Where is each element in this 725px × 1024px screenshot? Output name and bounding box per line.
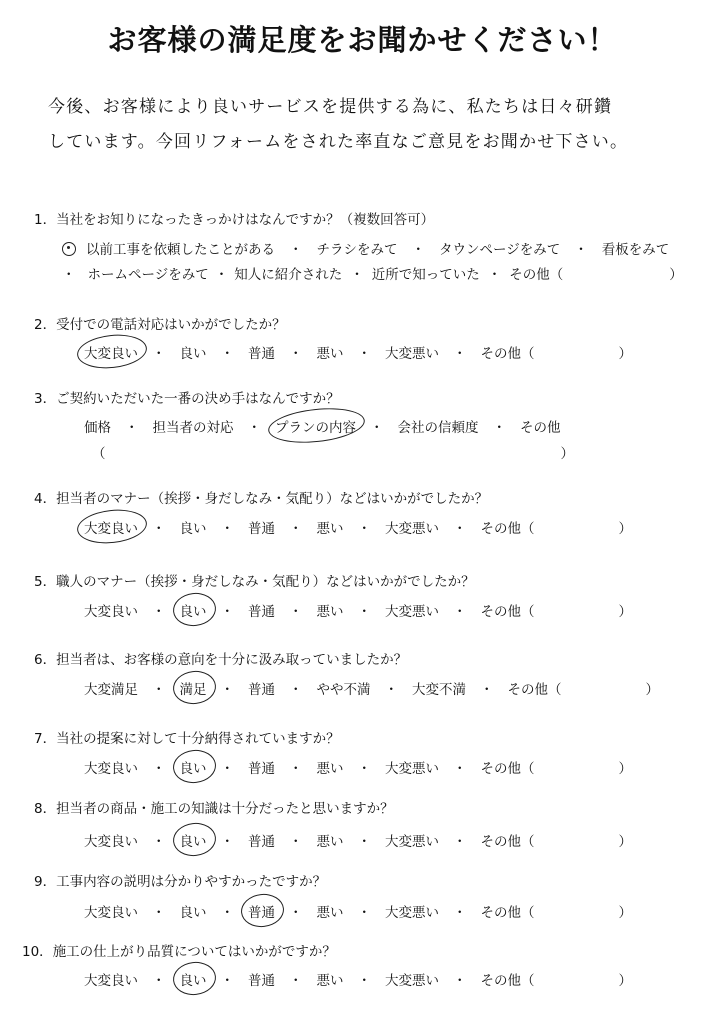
question-text: 担当者のマナー（挨拶・身だしなみ・気配り）などはいかがでしたか？	[56, 491, 489, 507]
question-3	[34, 387, 340, 407]
question-text: 担当者の商品・施工の知識は十分だったと思いますか？	[56, 801, 394, 817]
option-previous-work[interactable]: 以前工事を依頼したことがある	[86, 242, 275, 258]
option-other[interactable]: その他（	[480, 834, 535, 850]
option-very-bad[interactable]: 大変悪い	[385, 521, 439, 537]
option-very-satisfied[interactable]: 大変満足	[84, 682, 138, 698]
option-good[interactable]: 良い	[180, 757, 207, 777]
question-text: 担当者は、お客様の意向を十分に汲み取っていましたか？	[56, 652, 408, 668]
option-very-bad[interactable]: 大変悪い	[385, 905, 439, 921]
question-8	[34, 797, 394, 817]
question-7	[34, 727, 340, 747]
option-normal[interactable]: 普通	[248, 901, 275, 921]
option-normal[interactable]: 普通	[248, 682, 275, 698]
question-6	[34, 648, 407, 668]
option-very-bad[interactable]: 大変悪い	[385, 604, 439, 620]
question-number: 8．	[34, 801, 57, 817]
option-normal[interactable]: 普通	[248, 521, 275, 537]
option-very-good[interactable]: 大変良い	[84, 973, 138, 989]
question-text: ご契約いただいた一番の決め手はなんですか？	[56, 391, 340, 407]
option-very-dissatisfied[interactable]: 大変不満	[412, 682, 466, 698]
close-paren: ）	[669, 267, 683, 283]
question-3-options: 価格 ・ 担当者の対応 ・ プランの内容 ・ 会社の信頼度 ・ その他	[84, 416, 561, 436]
option-other[interactable]: その他（	[509, 267, 564, 283]
question-5-options: 大変良い ・ 良い ・ 普通 ・ 悪い ・ 大変悪い ・ その他（ ）	[84, 600, 632, 620]
option-very-good[interactable]: 大変良い	[84, 834, 138, 850]
question-8-options: 大変良い ・ 良い ・ 普通 ・ 悪い ・ 大変悪い ・ その他（ ）	[84, 830, 632, 850]
close-paren: ）	[618, 604, 632, 620]
question-4-options: 大変良い ・ 良い ・ 普通 ・ 悪い ・ 大変悪い ・ その他（ ）	[84, 517, 632, 537]
close-paren: ）	[618, 521, 632, 537]
option-very-bad[interactable]: 大変悪い	[385, 973, 439, 989]
question-1-options-row-1: 以前工事を依頼したことがある ・ チラシをみて ・ タウンページをみて ・ 看板をみて	[62, 238, 669, 258]
question-5	[34, 570, 475, 590]
option-satisfied[interactable]: 満足	[180, 678, 207, 698]
question-2-options: 大変良い ・ 良い ・ 普通 ・ 悪い ・ 大変悪い ・ その他（ ）	[84, 342, 632, 362]
option-very-good[interactable]: 大変良い	[84, 761, 138, 777]
question-number: 5．	[34, 574, 57, 590]
question-9	[34, 870, 326, 890]
question-4	[34, 487, 488, 507]
close-paren: ）	[645, 682, 659, 698]
check-mark-icon	[62, 242, 76, 256]
option-acquaintance[interactable]: 知人に紹介された	[234, 267, 343, 283]
question-2	[34, 313, 286, 333]
option-good[interactable]: 良い	[180, 600, 207, 620]
question-7-options: 大変良い ・ 良い ・ 普通 ・ 悪い ・ 大変悪い ・ その他（ ）	[84, 757, 632, 777]
option-other[interactable]: その他（	[480, 521, 535, 537]
option-very-bad[interactable]: 大変悪い	[385, 834, 439, 850]
question-9-options: 大変良い ・ 良い ・ 普通 ・ 悪い ・ 大変悪い ・ その他（ ）	[84, 901, 632, 921]
close-paren: ）	[560, 446, 574, 462]
close-paren: ）	[618, 973, 632, 989]
question-10	[22, 940, 336, 960]
question-number: 1．	[34, 212, 57, 228]
option-very-bad[interactable]: 大変悪い	[385, 346, 439, 362]
question-number: 10．	[22, 944, 53, 960]
option-flyer[interactable]: チラシをみて	[316, 242, 398, 258]
question-number: 2．	[34, 317, 57, 333]
option-price[interactable]: 価格	[84, 420, 111, 436]
option-normal[interactable]: 普通	[248, 973, 275, 989]
option-bad[interactable]: 悪い	[316, 905, 344, 921]
option-very-good[interactable]: 大変良い	[84, 517, 138, 537]
close-paren: ）	[618, 346, 632, 362]
option-plan-content[interactable]: プランの内容	[275, 416, 356, 436]
question-6-options: 大変満足 ・ 満足 ・ 普通 ・ やや不満 ・ 大変不満 ・ その他（ ）	[84, 678, 659, 698]
option-somewhat-dissatisfied[interactable]: やや不満	[316, 682, 371, 698]
option-staff-response[interactable]: 担当者の対応	[152, 420, 234, 436]
question-10-options: 大変良い ・ 良い ・ 普通 ・ 悪い ・ 大変悪い ・ その他（ ）	[84, 969, 632, 989]
open-paren: （	[92, 446, 106, 462]
option-good[interactable]: 良い	[179, 905, 207, 921]
intro-line-2: しています。今回リフォームをされた率直なご意見をお聞かせ下さい。	[48, 132, 629, 152]
close-paren: ）	[618, 834, 632, 850]
option-good[interactable]: 良い	[180, 830, 207, 850]
option-bad[interactable]: 悪い	[316, 604, 344, 620]
option-other[interactable]: その他（	[480, 905, 535, 921]
close-paren: ）	[618, 761, 632, 777]
question-number: 7．	[34, 731, 57, 747]
close-paren: ）	[618, 905, 632, 921]
option-other[interactable]: その他	[520, 420, 561, 436]
option-neighborhood[interactable]: 近所で知っていた	[371, 267, 480, 283]
question-text: 受付での電話対応はいかがでしたか？	[56, 317, 286, 333]
option-very-good[interactable]: 大変良い	[84, 905, 138, 921]
question-3-other-field	[92, 442, 574, 462]
option-bad[interactable]: 悪い	[316, 834, 344, 850]
option-normal[interactable]: 普通	[248, 761, 275, 777]
question-text: 当社の提案に対して十分納得されていますか？	[56, 731, 340, 747]
question-number: 9．	[34, 874, 57, 890]
option-good[interactable]: 良い	[180, 969, 207, 989]
option-normal[interactable]: 普通	[248, 834, 275, 850]
option-very-good[interactable]: 大変良い	[84, 342, 138, 362]
option-other[interactable]: その他（	[480, 761, 535, 777]
question-text: 当社をお知りになったきっかけはなんですか？（複数回答可）	[56, 212, 435, 228]
option-signboard[interactable]: 看板をみて	[601, 242, 670, 258]
question-text: 工事内容の説明は分かりやすかったですか？	[56, 874, 327, 890]
page-title: お客様の満足度をお聞かせください！	[107, 23, 618, 57]
option-very-good[interactable]: 大変良い	[84, 604, 138, 620]
intro-line-1: 今後、お客様により良いサービスを提供する為に、私たちは日々研鑽	[48, 97, 613, 117]
option-good[interactable]: 良い	[179, 346, 207, 362]
option-other[interactable]: その他（	[507, 682, 562, 698]
question-1	[34, 208, 434, 228]
option-good[interactable]: 良い	[179, 521, 207, 537]
option-very-bad[interactable]: 大変悪い	[385, 761, 439, 777]
option-homepage[interactable]: ホームページをみて	[87, 267, 209, 283]
question-number: 4．	[34, 491, 57, 507]
option-town-page[interactable]: タウンページをみて	[439, 242, 561, 258]
option-bad[interactable]: 悪い	[316, 521, 344, 537]
option-normal[interactable]: 普通	[248, 346, 275, 362]
option-other[interactable]: その他（	[480, 973, 535, 989]
question-text: 職人のマナー（挨拶・身だしなみ・気配り）などはいかがでしたか？	[56, 574, 475, 590]
option-company-trust[interactable]: 会社の信頼度	[397, 420, 479, 436]
question-number: 3．	[34, 391, 57, 407]
option-other[interactable]: その他（	[480, 346, 535, 362]
option-bad[interactable]: 悪い	[316, 346, 344, 362]
option-bad[interactable]: 悪い	[316, 761, 344, 777]
question-text: 施工の仕上がり品質についてはいかがですか？	[52, 944, 336, 960]
option-normal[interactable]: 普通	[248, 604, 275, 620]
option-other[interactable]: その他（	[480, 604, 535, 620]
question-1-options-row-2: ・ ホームページをみて ・ 知人に紹介された ・ 近所で知っていた ・ その他（ ）	[62, 263, 683, 283]
question-number: 6．	[34, 652, 57, 668]
option-bad[interactable]: 悪い	[316, 973, 344, 989]
